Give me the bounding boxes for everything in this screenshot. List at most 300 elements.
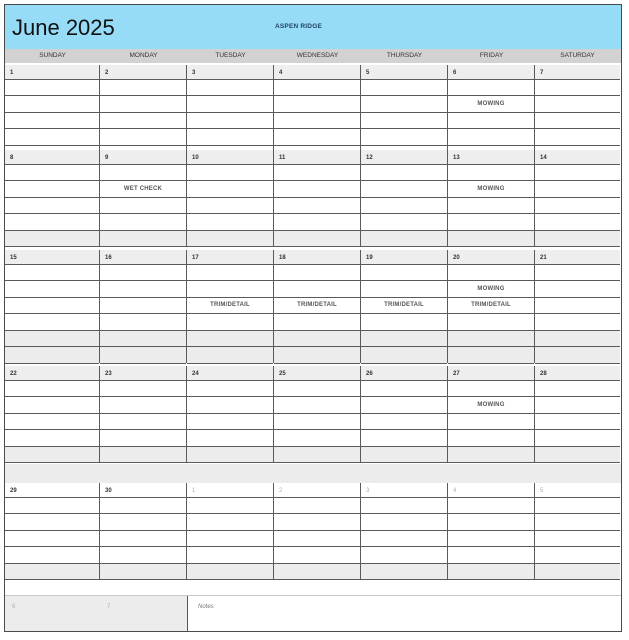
week-row: [5, 65, 621, 162]
date-bar: [100, 483, 186, 497]
shaded-row: [361, 347, 447, 364]
day-cell[interactable]: [187, 150, 274, 247]
row-line: [535, 213, 620, 214]
date-bar: [274, 150, 360, 164]
date-number: 20: [453, 255, 460, 261]
row-line: [187, 413, 273, 414]
date-number: 19: [366, 255, 373, 261]
row-line: [535, 513, 620, 514]
row-line: [5, 513, 99, 514]
day-cell[interactable]: [535, 150, 620, 247]
row-line: [274, 197, 360, 198]
date-number: 4: [279, 70, 283, 76]
row-line: [100, 264, 186, 265]
row-line: [5, 213, 99, 214]
row-line: [361, 530, 447, 531]
row-line: [187, 363, 273, 364]
row-line: [274, 164, 360, 165]
day-cell[interactable]: [274, 250, 361, 363]
day-of-week-label: WEDNESDAY: [296, 52, 339, 59]
shaded-row: [535, 230, 620, 247]
event-label: TRIM/DETAIL: [471, 302, 511, 308]
row-line: [187, 246, 273, 247]
shaded-row: [5, 230, 99, 247]
date-number: 17: [192, 255, 199, 261]
row-line: [5, 112, 99, 113]
event-label: MOWING: [477, 100, 505, 107]
date-number: 3: [366, 488, 370, 494]
row-line: [535, 497, 620, 498]
row-line: [187, 546, 273, 547]
row-line: [361, 297, 447, 298]
row-line: [100, 230, 186, 231]
date-number: 10: [192, 155, 199, 161]
shaded-row: [274, 347, 360, 364]
row-line: [5, 497, 99, 498]
row-line: [187, 513, 273, 514]
event-label: TRIM/DETAIL: [384, 302, 424, 308]
row-line: [187, 346, 273, 347]
row-line: [5, 246, 99, 247]
row-line: [448, 380, 534, 381]
day-cell[interactable]: [274, 483, 361, 580]
date-number: 13: [453, 155, 460, 161]
row-line: [361, 280, 447, 281]
shaded-row: [5, 446, 99, 463]
shaded-row: [535, 347, 620, 364]
day-cell[interactable]: [5, 250, 100, 363]
date-bar: [448, 366, 534, 380]
row-line: [100, 513, 186, 514]
date-bar: [5, 483, 99, 497]
day-cell[interactable]: [5, 150, 100, 247]
row-line: [5, 79, 99, 80]
day-cell[interactable]: [535, 250, 620, 363]
day-cell[interactable]: [100, 250, 187, 363]
row-line: [448, 546, 534, 547]
row-line: [361, 513, 447, 514]
date-number: 9: [105, 155, 109, 161]
day-cell[interactable]: [535, 483, 620, 580]
row-line: [100, 313, 186, 314]
row-line: [448, 246, 534, 247]
row-line: [5, 280, 99, 281]
event-label: MOWING: [477, 285, 505, 292]
row-line: [448, 346, 534, 347]
row-line: [448, 413, 534, 414]
row-line: [187, 145, 273, 146]
row-line: [535, 530, 620, 531]
row-line: [448, 462, 534, 463]
date-bar: [274, 483, 360, 497]
row-line: [535, 79, 620, 80]
row-line: [535, 346, 620, 347]
row-line: [535, 95, 620, 96]
day-cell[interactable]: [448, 65, 535, 162]
row-line: [361, 497, 447, 498]
day-cell[interactable]: [187, 250, 274, 363]
row-line: [100, 246, 186, 247]
row-line: [187, 330, 273, 331]
row-line: [274, 446, 360, 447]
day-cell[interactable]: [448, 150, 535, 247]
date-bar: [361, 250, 447, 264]
row-line: [187, 396, 273, 397]
date-number: 3: [192, 70, 196, 76]
date-number: 29: [10, 488, 17, 494]
date-number: 28: [540, 371, 547, 377]
row-line: [535, 180, 620, 181]
row-line: [274, 513, 360, 514]
shaded-row: [361, 563, 447, 580]
row-line: [448, 213, 534, 214]
row-line: [187, 313, 273, 314]
event-label: WET CHECK: [123, 185, 163, 192]
shaded-row: [187, 563, 273, 580]
month-title: June 2025: [12, 15, 115, 40]
row-line: [274, 95, 360, 96]
row-line: [361, 213, 447, 214]
row-line: [361, 230, 447, 231]
row-line: [100, 380, 186, 381]
row-line: [274, 330, 360, 331]
row-line: [448, 95, 534, 96]
row-line: [361, 579, 447, 580]
row-line: [5, 264, 99, 265]
row-line: [100, 95, 186, 96]
row-line: [448, 128, 534, 129]
date-bar: [535, 65, 620, 79]
shaded-row: [274, 330, 360, 347]
day-of-week-label: TUESDAY: [215, 52, 246, 59]
row-line: [535, 579, 620, 580]
row-line: [448, 280, 534, 281]
footer-date-cell: [100, 596, 187, 632]
row-line: [361, 145, 447, 146]
row-line: [274, 145, 360, 146]
row-line: [274, 264, 360, 265]
row-line: [5, 313, 99, 314]
notes-label: Notes: [198, 604, 214, 610]
shaded-row: [187, 347, 273, 364]
row-line: [187, 563, 273, 564]
row-line: [535, 164, 620, 165]
row-line: [448, 330, 534, 331]
row-line: [448, 164, 534, 165]
row-line: [448, 497, 534, 498]
shaded-row: [100, 563, 186, 580]
day-cell[interactable]: [187, 65, 274, 162]
date-bar: [274, 366, 360, 380]
row-line: [100, 363, 186, 364]
row-line: [100, 213, 186, 214]
day-of-week-label: THURSDAY: [386, 52, 423, 59]
date-bar: [274, 65, 360, 79]
date-bar: [361, 65, 447, 79]
row-line: [5, 197, 99, 198]
row-line: [100, 297, 186, 298]
row-line: [5, 230, 99, 231]
row-line: [448, 79, 534, 80]
row-line: [448, 297, 534, 298]
date-bar: [187, 65, 273, 79]
day-cell[interactable]: [361, 483, 448, 580]
row-line: [100, 164, 186, 165]
date-bar: [5, 150, 99, 164]
row-line: [448, 513, 534, 514]
day-cell[interactable]: [187, 483, 274, 580]
day-cell[interactable]: [100, 150, 187, 247]
row-line: [535, 280, 620, 281]
row-line: [100, 446, 186, 447]
week-row: [5, 483, 621, 580]
row-line: [274, 413, 360, 414]
date-number: 5: [540, 488, 544, 494]
row-line: [187, 280, 273, 281]
row-line: [187, 164, 273, 165]
row-line: [187, 446, 273, 447]
row-line: [5, 446, 99, 447]
date-number: 30: [105, 488, 112, 494]
row-line: [100, 429, 186, 430]
row-line: [5, 330, 99, 331]
day-cell[interactable]: [5, 366, 100, 463]
shaded-row: [448, 347, 534, 364]
date-number: 15: [10, 255, 17, 261]
day-cell[interactable]: [100, 366, 187, 463]
row-line: [361, 128, 447, 129]
row-line: [187, 530, 273, 531]
date-bar: [448, 150, 534, 164]
date-number: 21: [540, 255, 547, 261]
row-line: [535, 330, 620, 331]
shaded-row: [187, 446, 273, 463]
shaded-row: [5, 330, 99, 347]
notes-area[interactable]: [187, 596, 622, 632]
row-line: [187, 579, 273, 580]
row-line: [361, 380, 447, 381]
row-line: [448, 363, 534, 364]
row-line: [274, 230, 360, 231]
day-cell[interactable]: [535, 366, 620, 463]
week-row: [5, 250, 621, 363]
date-bar: [5, 250, 99, 264]
row-line: [274, 297, 360, 298]
row-line: [274, 579, 360, 580]
row-line: [535, 363, 620, 364]
row-line: [187, 429, 273, 430]
date-number: 26: [366, 371, 373, 377]
day-cell[interactable]: [187, 366, 274, 463]
site-name: ASPEN RIDGE: [275, 23, 322, 30]
row-line: [535, 546, 620, 547]
date-bar: [100, 366, 186, 380]
row-line: [361, 180, 447, 181]
date-bar: [535, 250, 620, 264]
shaded-row: [187, 230, 273, 247]
row-line: [100, 197, 186, 198]
date-bar: [361, 150, 447, 164]
shaded-row: [535, 446, 620, 463]
date-bar: [448, 483, 534, 497]
row-line: [448, 563, 534, 564]
row-line: [274, 246, 360, 247]
row-line: [5, 164, 99, 165]
row-line: [187, 297, 273, 298]
row-line: [361, 429, 447, 430]
day-cell[interactable]: [361, 366, 448, 463]
date-number: 2: [279, 488, 283, 494]
date-number: 11: [279, 155, 286, 161]
row-line: [361, 563, 447, 564]
day-cell[interactable]: [361, 150, 448, 247]
row-line: [100, 462, 186, 463]
row-line: [5, 380, 99, 381]
row-line: [361, 546, 447, 547]
row-line: [274, 180, 360, 181]
shaded-row: [448, 330, 534, 347]
row-line: [100, 180, 186, 181]
row-line: [361, 413, 447, 414]
row-line: [535, 128, 620, 129]
row-line: [5, 462, 99, 463]
row-line: [100, 413, 186, 414]
row-line: [187, 230, 273, 231]
row-line: [535, 264, 620, 265]
row-line: [361, 446, 447, 447]
day-cell[interactable]: [448, 483, 535, 580]
day-cell[interactable]: [274, 150, 361, 247]
date-number: 23: [105, 371, 112, 377]
date-number: 6: [453, 70, 457, 76]
day-cell[interactable]: [448, 366, 535, 463]
shaded-row: [535, 330, 620, 347]
date-bar: [187, 483, 273, 497]
day-cell[interactable]: [5, 483, 100, 580]
event-label: TRIM/DETAIL: [210, 302, 250, 308]
date-number: 4: [453, 488, 457, 494]
date-number: 16: [105, 255, 112, 261]
shaded-row: [361, 446, 447, 463]
shaded-row: [100, 347, 186, 364]
row-line: [5, 95, 99, 96]
row-line: [535, 246, 620, 247]
row-line: [5, 180, 99, 181]
row-line: [361, 330, 447, 331]
row-line: [448, 446, 534, 447]
row-line: [187, 462, 273, 463]
calendar: [4, 4, 622, 632]
row-line: [535, 429, 620, 430]
row-line: [5, 297, 99, 298]
row-line: [5, 413, 99, 414]
row-line: [274, 346, 360, 347]
day-cell[interactable]: [361, 250, 448, 363]
row-line: [187, 128, 273, 129]
day-of-week-label: FRIDAY: [479, 52, 504, 59]
row-line: [448, 180, 534, 181]
date-bar: [5, 65, 99, 79]
date-number: 2: [105, 70, 109, 76]
row-line: [274, 79, 360, 80]
row-line: [535, 145, 620, 146]
row-line: [361, 313, 447, 314]
row-line: [5, 396, 99, 397]
row-line: [100, 112, 186, 113]
row-line: [187, 213, 273, 214]
calendar-header: [5, 5, 621, 49]
day-of-week-header: [5, 49, 621, 63]
row-line: [5, 128, 99, 129]
day-cell[interactable]: [535, 65, 620, 162]
date-bar: [448, 250, 534, 264]
row-line: [100, 346, 186, 347]
shaded-row: [100, 230, 186, 247]
date-bar: [100, 65, 186, 79]
date-bar: [535, 366, 620, 380]
day-of-week-label: MONDAY: [129, 52, 158, 59]
spacer-band: [5, 464, 621, 483]
week-row: [5, 150, 621, 247]
row-line: [535, 313, 620, 314]
event-label: MOWING: [477, 185, 505, 192]
row-line: [100, 563, 186, 564]
day-cell[interactable]: [5, 65, 100, 162]
row-line: [361, 164, 447, 165]
row-line: [187, 497, 273, 498]
shaded-row: [535, 563, 620, 580]
row-line: [274, 497, 360, 498]
day-cell[interactable]: [274, 366, 361, 463]
row-line: [274, 313, 360, 314]
row-line: [100, 128, 186, 129]
date-number: 18: [279, 255, 286, 261]
date-number: 8: [10, 155, 14, 161]
day-cell[interactable]: [361, 65, 448, 162]
row-line: [448, 145, 534, 146]
day-cell[interactable]: [448, 250, 535, 363]
row-line: [187, 79, 273, 80]
day-cell[interactable]: [100, 65, 187, 162]
row-line: [274, 462, 360, 463]
date-number: 25: [279, 371, 286, 377]
shaded-row: [448, 446, 534, 463]
row-line: [361, 264, 447, 265]
row-line: [274, 546, 360, 547]
row-line: [274, 128, 360, 129]
row-line: [5, 429, 99, 430]
date-number: 14: [540, 155, 547, 161]
event-label: TRIM/DETAIL: [297, 302, 337, 308]
row-line: [448, 396, 534, 397]
row-line: [535, 563, 620, 564]
row-line: [5, 546, 99, 547]
row-line: [448, 429, 534, 430]
day-cell[interactable]: [274, 65, 361, 162]
date-bar: [361, 366, 447, 380]
day-cell[interactable]: [100, 483, 187, 580]
row-line: [100, 546, 186, 547]
row-line: [5, 563, 99, 564]
event-label: MOWING: [477, 401, 505, 408]
row-line: [448, 264, 534, 265]
row-line: [448, 230, 534, 231]
row-line: [361, 112, 447, 113]
row-line: [448, 197, 534, 198]
row-line: [5, 145, 99, 146]
row-line: [361, 246, 447, 247]
row-line: [274, 112, 360, 113]
